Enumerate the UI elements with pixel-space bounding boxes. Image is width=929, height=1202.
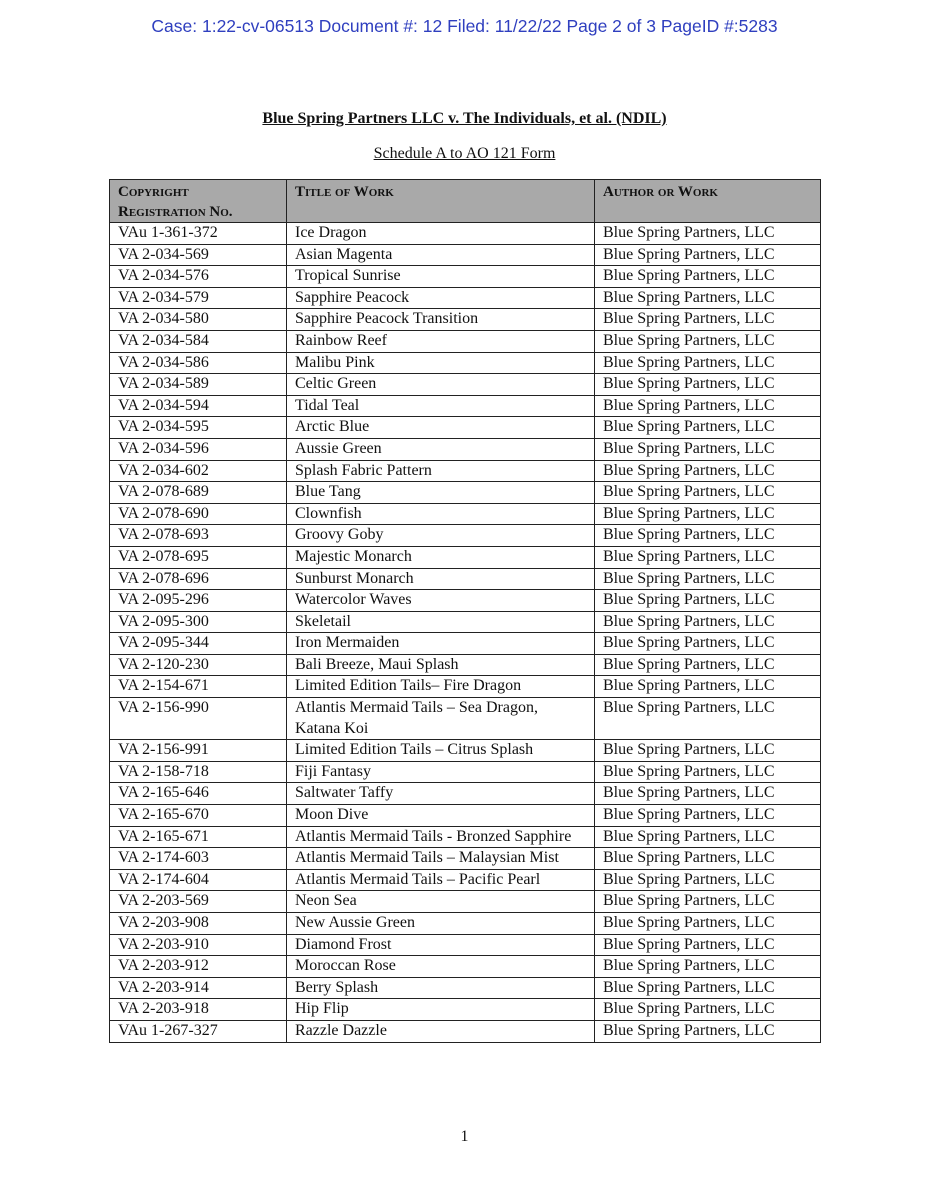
registration-number-cell: VA 2-174-604: [110, 869, 287, 891]
registration-number-cell: VA 2-034-595: [110, 417, 287, 439]
registration-number-cell: VA 2-034-602: [110, 460, 287, 482]
author-cell: Blue Spring Partners, LLC: [595, 999, 821, 1021]
table-row: [110, 460, 821, 482]
table-row: [110, 698, 821, 740]
registration-number-cell: VA 2-165-646: [110, 783, 287, 805]
registration-number-cell: VA 2-078-696: [110, 568, 287, 590]
table-row: [110, 352, 821, 374]
case-header: Case: 1:22-cv-06513 Document #: 12 Filed: 11/22/22 Page 2 of 3 PageID #:5283: [151, 16, 778, 36]
author-cell: Blue Spring Partners, LLC: [595, 848, 821, 870]
author-cell: Blue Spring Partners, LLC: [595, 309, 821, 331]
work-title-cell: Tidal Teal: [287, 395, 595, 417]
table-row: [110, 783, 821, 805]
work-title-cell: Iron Mermaiden: [287, 633, 595, 655]
page-number: 1: [460, 1128, 469, 1145]
table-row: [110, 977, 821, 999]
table-row: [110, 654, 821, 676]
registration-number-cell: VA 2-078-693: [110, 525, 287, 547]
table-row: [110, 999, 821, 1021]
work-title-cell: Celtic Green: [287, 374, 595, 396]
column-header-registration: Copyright Registration No.: [110, 180, 287, 223]
work-title-cell: Diamond Frost: [287, 934, 595, 956]
work-title-cell: Moon Dive: [287, 805, 595, 827]
author-cell: Blue Spring Partners, LLC: [595, 482, 821, 504]
table-body: [110, 223, 821, 1043]
work-title-cell: Atlantis Mermaid Tails – Sea Dragon, Katana Koi: [287, 698, 595, 740]
work-title-cell: Berry Splash: [287, 977, 595, 999]
table-row: [110, 869, 821, 891]
author-cell: Blue Spring Partners, LLC: [595, 568, 821, 590]
table-row: [110, 611, 821, 633]
work-title-cell: Clownfish: [287, 503, 595, 525]
table-row: [110, 309, 821, 331]
work-title-cell: Groovy Goby: [287, 525, 595, 547]
work-title-cell: New Aussie Green: [287, 913, 595, 935]
table-header-row: [110, 180, 821, 223]
table-row: [110, 546, 821, 568]
table-row: [110, 761, 821, 783]
work-title-cell: Moroccan Rose: [287, 956, 595, 978]
table-row: [110, 934, 821, 956]
registration-number-cell: VA 2-034-586: [110, 352, 287, 374]
table-row: [110, 287, 821, 309]
work-title-cell: Asian Magenta: [287, 244, 595, 266]
registration-number-cell: VA 2-078-695: [110, 546, 287, 568]
author-cell: Blue Spring Partners, LLC: [595, 805, 821, 827]
table-row: [110, 266, 821, 288]
registration-number-cell: VA 2-120-230: [110, 654, 287, 676]
registration-number-cell: VA 2-034-576: [110, 266, 287, 288]
author-cell: Blue Spring Partners, LLC: [595, 590, 821, 612]
work-title-cell: Atlantis Mermaid Tails – Pacific Pearl: [287, 869, 595, 891]
registration-number-cell: VA 2-165-671: [110, 826, 287, 848]
work-title-cell: Malibu Pink: [287, 352, 595, 374]
author-cell: Blue Spring Partners, LLC: [595, 417, 821, 439]
table-row: [110, 417, 821, 439]
registration-number-cell: VA 2-034-569: [110, 244, 287, 266]
author-cell: Blue Spring Partners, LLC: [595, 913, 821, 935]
author-cell: Blue Spring Partners, LLC: [595, 374, 821, 396]
registration-number-cell: VA 2-034-596: [110, 438, 287, 460]
registration-number-cell: VA 2-203-910: [110, 934, 287, 956]
registration-number-cell: VA 2-095-344: [110, 633, 287, 655]
table-row: [110, 740, 821, 762]
work-title-cell: Splash Fabric Pattern: [287, 460, 595, 482]
table-row: [110, 482, 821, 504]
author-cell: Blue Spring Partners, LLC: [595, 611, 821, 633]
author-cell: Blue Spring Partners, LLC: [595, 891, 821, 913]
table-row: [110, 891, 821, 913]
table-row: [110, 848, 821, 870]
table-row: [110, 590, 821, 612]
author-cell: Blue Spring Partners, LLC: [595, 698, 821, 740]
registration-number-cell: VA 2-156-991: [110, 740, 287, 762]
author-cell: Blue Spring Partners, LLC: [595, 330, 821, 352]
registration-number-cell: VA 2-203-914: [110, 977, 287, 999]
author-cell: Blue Spring Partners, LLC: [595, 546, 821, 568]
author-cell: Blue Spring Partners, LLC: [595, 266, 821, 288]
work-title-cell: Skeletail: [287, 611, 595, 633]
table-row: [110, 244, 821, 266]
registration-number-cell: VAu 1-361-372: [110, 223, 287, 245]
table-row: [110, 913, 821, 935]
author-cell: Blue Spring Partners, LLC: [595, 395, 821, 417]
registration-number-cell: VA 2-203-912: [110, 956, 287, 978]
registration-number-cell: VA 2-203-918: [110, 999, 287, 1021]
author-cell: Blue Spring Partners, LLC: [595, 826, 821, 848]
table-row: [110, 805, 821, 827]
author-cell: Blue Spring Partners, LLC: [595, 869, 821, 891]
work-title-cell: Sapphire Peacock: [287, 287, 595, 309]
document-subtitle: Schedule A to AO 121 Form: [373, 145, 556, 162]
table-row: [110, 438, 821, 460]
registration-number-cell: VA 2-078-689: [110, 482, 287, 504]
registration-number-cell: VA 2-203-908: [110, 913, 287, 935]
author-cell: Blue Spring Partners, LLC: [595, 460, 821, 482]
registration-number-cell: VA 2-165-670: [110, 805, 287, 827]
registration-number-cell: VA 2-095-300: [110, 611, 287, 633]
author-cell: Blue Spring Partners, LLC: [595, 244, 821, 266]
registration-number-cell: VA 2-174-603: [110, 848, 287, 870]
work-title-cell: Atlantis Mermaid Tails - Bronzed Sapphire: [287, 826, 595, 848]
registration-number-cell: VA 2-034-580: [110, 309, 287, 331]
author-cell: Blue Spring Partners, LLC: [595, 676, 821, 698]
author-cell: Blue Spring Partners, LLC: [595, 223, 821, 245]
table-row: [110, 633, 821, 655]
author-cell: Blue Spring Partners, LLC: [595, 783, 821, 805]
author-cell: Blue Spring Partners, LLC: [595, 761, 821, 783]
work-title-cell: Atlantis Mermaid Tails – Malaysian Mist: [287, 848, 595, 870]
work-title-cell: Fiji Fantasy: [287, 761, 595, 783]
registration-number-cell: VA 2-095-296: [110, 590, 287, 612]
table-row: [110, 395, 821, 417]
work-title-cell: Rainbow Reef: [287, 330, 595, 352]
table-row: [110, 374, 821, 396]
registration-number-cell: VA 2-034-584: [110, 330, 287, 352]
document-title: Blue Spring Partners LLC v. The Individuals, et al. (NDIL): [262, 110, 667, 127]
table-row: [110, 330, 821, 352]
work-title-cell: Arctic Blue: [287, 417, 595, 439]
work-title-cell: Saltwater Taffy: [287, 783, 595, 805]
registration-number-cell: VA 2-034-579: [110, 287, 287, 309]
column-header-author: Author or Work: [595, 180, 821, 223]
column-header-title: Title of Work: [287, 180, 595, 223]
work-title-cell: Aussie Green: [287, 438, 595, 460]
registration-number-cell: VA 2-203-569: [110, 891, 287, 913]
table-row: [110, 223, 821, 245]
author-cell: Blue Spring Partners, LLC: [595, 956, 821, 978]
work-title-cell: Sapphire Peacock Transition: [287, 309, 595, 331]
table-row: [110, 826, 821, 848]
table-row: [110, 956, 821, 978]
work-title-cell: Neon Sea: [287, 891, 595, 913]
table-row: [110, 568, 821, 590]
author-cell: Blue Spring Partners, LLC: [595, 740, 821, 762]
registration-number-cell: VA 2-158-718: [110, 761, 287, 783]
work-title-cell: Hip Flip: [287, 999, 595, 1021]
work-title-cell: Watercolor Waves: [287, 590, 595, 612]
registration-number-cell: VA 2-078-690: [110, 503, 287, 525]
author-cell: Blue Spring Partners, LLC: [595, 633, 821, 655]
work-title-cell: Razzle Dazzle: [287, 1020, 595, 1042]
author-cell: Blue Spring Partners, LLC: [595, 503, 821, 525]
registration-number-cell: VA 2-034-589: [110, 374, 287, 396]
author-cell: Blue Spring Partners, LLC: [595, 525, 821, 547]
work-title-cell: Limited Edition Tails – Citrus Splash: [287, 740, 595, 762]
author-cell: Blue Spring Partners, LLC: [595, 352, 821, 374]
work-title-cell: Majestic Monarch: [287, 546, 595, 568]
work-title-cell: Bali Breeze, Maui Splash: [287, 654, 595, 676]
author-cell: Blue Spring Partners, LLC: [595, 977, 821, 999]
author-cell: Blue Spring Partners, LLC: [595, 1020, 821, 1042]
registration-number-cell: VAu 1-267-327: [110, 1020, 287, 1042]
work-title-cell: Tropical Sunrise: [287, 266, 595, 288]
table-row: [110, 1020, 821, 1042]
table-row: [110, 503, 821, 525]
registration-number-cell: VA 2-156-990: [110, 698, 287, 740]
table-row: [110, 525, 821, 547]
author-cell: Blue Spring Partners, LLC: [595, 654, 821, 676]
work-title-cell: Blue Tang: [287, 482, 595, 504]
author-cell: Blue Spring Partners, LLC: [595, 438, 821, 460]
table-row: [110, 676, 821, 698]
work-title-cell: Ice Dragon: [287, 223, 595, 245]
author-cell: Blue Spring Partners, LLC: [595, 934, 821, 956]
schedule-table: [109, 179, 821, 1043]
work-title-cell: Sunburst Monarch: [287, 568, 595, 590]
registration-number-cell: VA 2-154-671: [110, 676, 287, 698]
author-cell: Blue Spring Partners, LLC: [595, 287, 821, 309]
work-title-cell: Limited Edition Tails– Fire Dragon: [287, 676, 595, 698]
registration-number-cell: VA 2-034-594: [110, 395, 287, 417]
